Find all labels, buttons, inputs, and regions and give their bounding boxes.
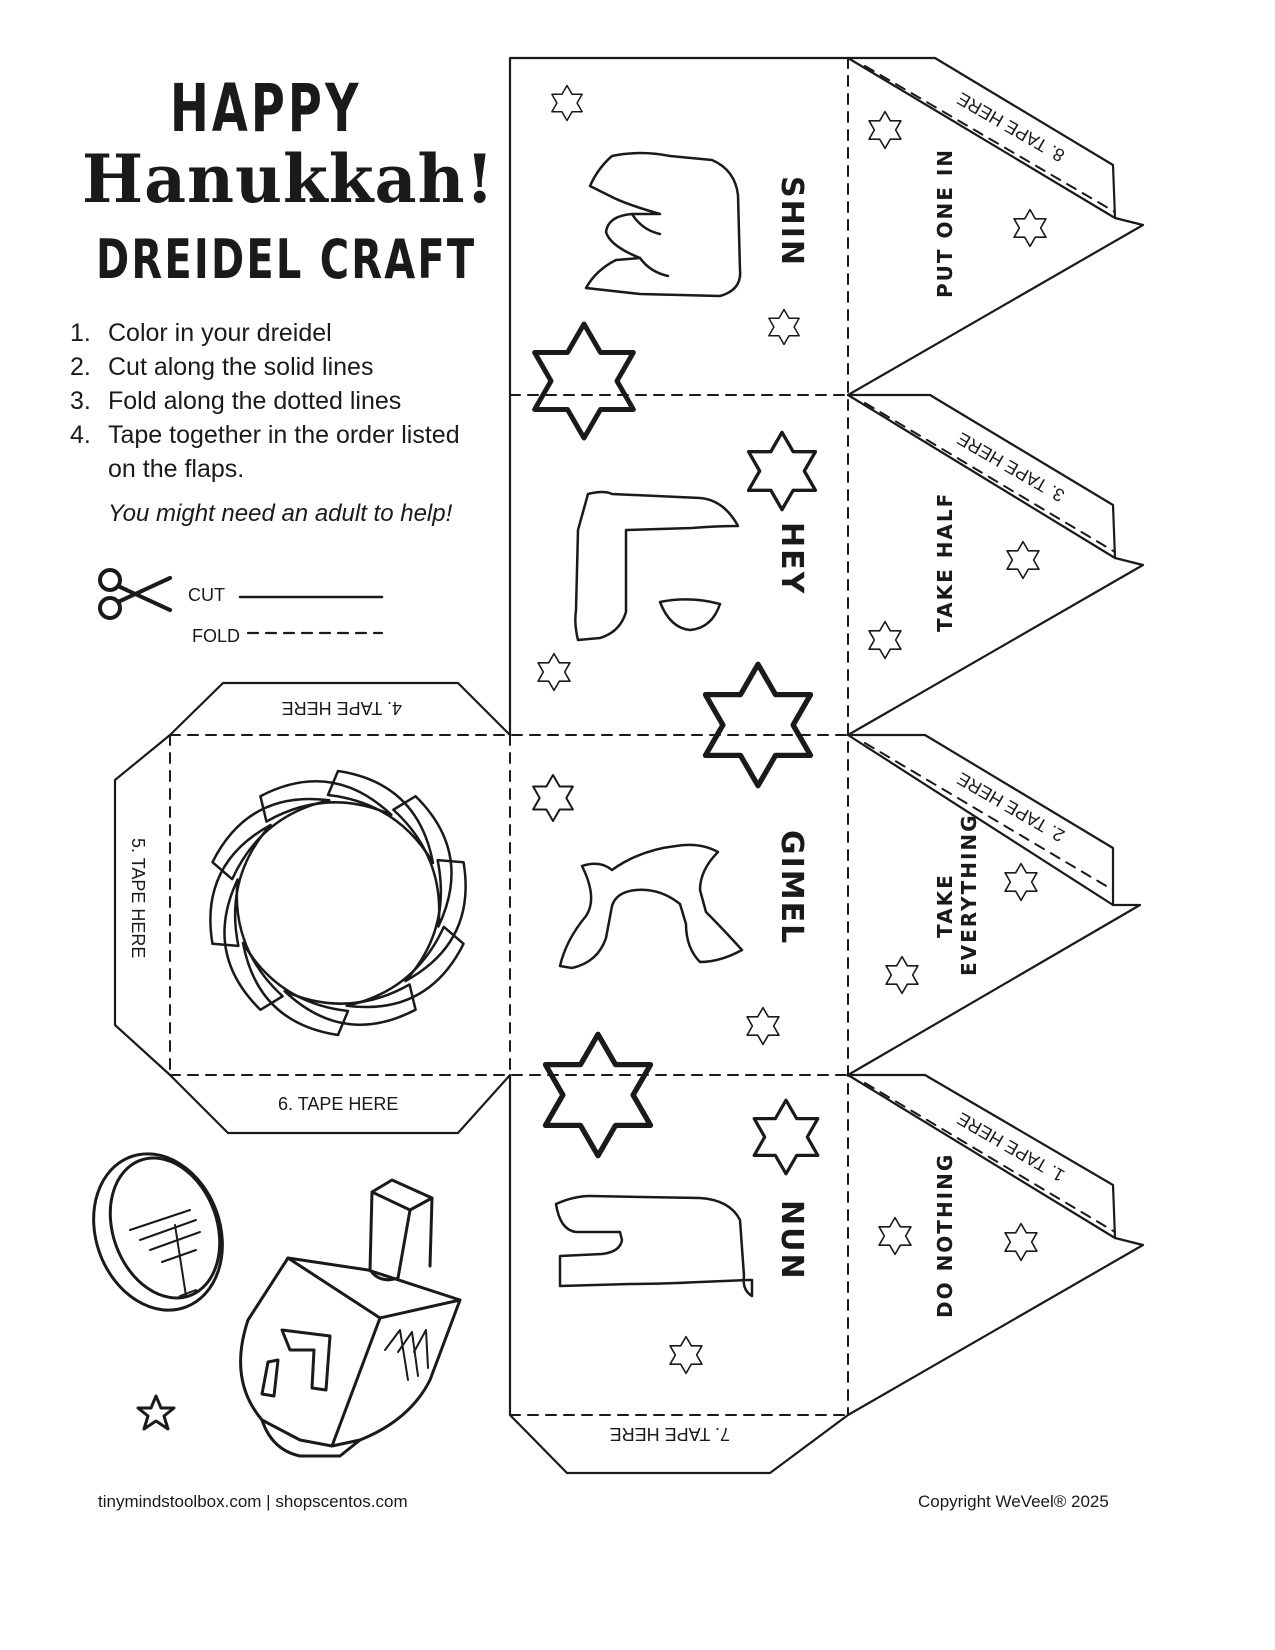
title-happy: HAPPY	[170, 70, 362, 147]
legend-fold-label: FOLD	[192, 626, 241, 646]
star-icon	[769, 310, 799, 345]
footer-copyright: Copyright WeVeel® 2025	[918, 1492, 1109, 1511]
face-name-gimel: GIMEL	[774, 830, 809, 946]
title-dreidel-craft: DREIDEL CRAFT	[96, 228, 477, 291]
tab-tape-label-6: 6. TAPE HERE	[278, 1094, 399, 1114]
small-star-icon	[138, 1396, 174, 1429]
star-icon	[545, 1034, 650, 1155]
footer-sites: tinymindstoolbox.com | shopscentos.com	[98, 1492, 408, 1511]
star-icon	[538, 654, 570, 691]
flap-action-shin: PUT ONE IN	[933, 147, 957, 298]
scissors-icon	[100, 570, 170, 618]
tab-tape-label-4: 4. TAPE HERE	[281, 698, 402, 718]
star-icon	[535, 324, 634, 438]
flap-tape-label-1: 1. TAPE HERE	[953, 1108, 1068, 1186]
legend-cut-label: CUT	[188, 585, 225, 605]
star-icon	[1005, 864, 1037, 901]
gelt-coin-icon	[72, 1136, 243, 1329]
title-hanukkah: Hanukkah!	[82, 140, 495, 218]
dreidel-illustration-icon	[241, 1180, 460, 1456]
star-icon	[1014, 210, 1046, 247]
swirl-icon	[183, 740, 493, 1065]
hebrew-letter-hey	[575, 492, 738, 640]
star-icon	[749, 432, 816, 509]
star-icon	[705, 664, 810, 785]
instruction-step: 2. Cut along the solid lines	[70, 353, 374, 381]
flap-action-nun: DO NOTHING	[933, 1152, 957, 1318]
flap-tape-label-8: 8. TAPE HERE	[953, 88, 1068, 166]
star-icon	[1005, 1224, 1037, 1261]
hebrew-letter-nun	[556, 1196, 752, 1296]
flap-tape-label-2: 2. TAPE HERE	[953, 768, 1068, 846]
star-icon	[747, 1008, 779, 1045]
flap-action-gimel-2: EVERYTHING	[957, 813, 981, 976]
star-icon	[869, 622, 901, 659]
hebrew-letter-shin	[586, 153, 740, 296]
tab-tape-label-7: 7. TAPE HERE	[609, 1424, 730, 1444]
star-icon	[533, 775, 573, 821]
helper-note: You might need an adult to help!	[108, 500, 453, 527]
instruction-step: 1. Color in your dreidel	[70, 319, 332, 347]
flap-action-gimel-1: TAKE	[933, 873, 957, 938]
star-icon	[670, 1337, 702, 1374]
instruction-step: 4. Tape together in the order listed on the flaps.	[70, 421, 460, 483]
flap-action-hey: TAKE HALF	[933, 491, 957, 632]
cut-outline	[115, 58, 1143, 1473]
flap-tape-label-3: 3. TAPE HERE	[953, 428, 1068, 506]
star-icon	[879, 1218, 911, 1255]
face-name-nun: NUN	[774, 1200, 809, 1281]
star-icon	[1007, 542, 1039, 579]
star-icon	[754, 1100, 818, 1174]
instruction-step: 3. Fold along the dotted lines	[70, 387, 402, 415]
star-icon	[552, 86, 582, 121]
star-icon	[886, 957, 918, 994]
tab-tape-label-5: 5. TAPE HERE	[128, 838, 148, 959]
face-name-shin: SHIN	[774, 176, 809, 267]
star-icon	[869, 112, 901, 149]
hebrew-letter-gimel	[560, 845, 742, 968]
face-name-hey: HEY	[774, 522, 809, 596]
